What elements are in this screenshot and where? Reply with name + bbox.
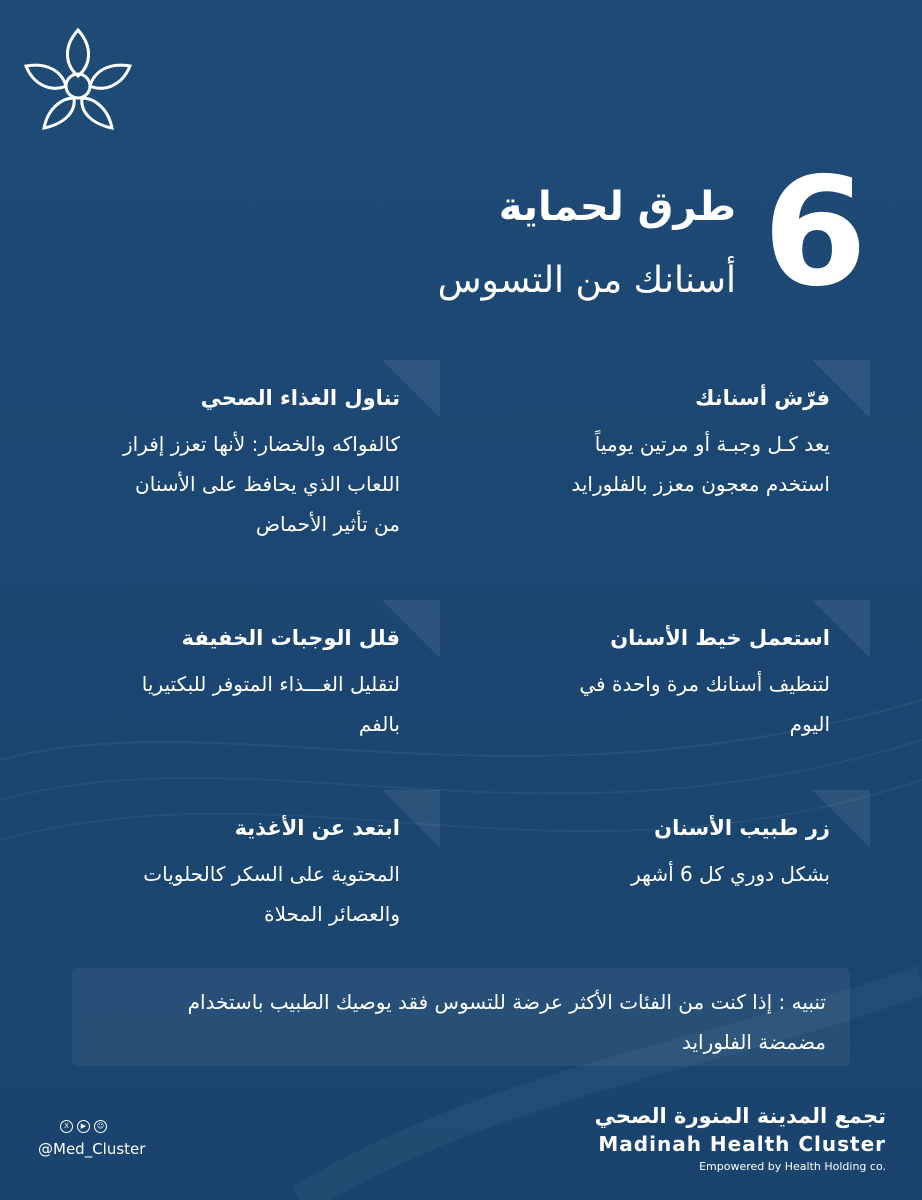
tip-line: كالفواكه والخضار: لأنها تعزز إفراز <box>122 432 400 456</box>
snapchat-icon[interactable]: ☺ <box>94 1120 107 1133</box>
tip-card-brush <box>460 386 830 504</box>
tip-heading: زر طبيب الأسنان <box>654 816 830 840</box>
card-corner-accent <box>382 790 440 848</box>
tip-line: يعد كـل وجبـة أو مرتين يومياً <box>594 432 830 456</box>
tip-line: لتنظيف أسنانك مرة واحدة في <box>579 672 830 696</box>
tip-line: المحتوية على السكر كالحلويات <box>143 862 400 886</box>
tip-line: اللعاب الذي يحافظ على الأسنان <box>135 472 400 496</box>
tip-heading: قلل الوجبات الخفيفة <box>181 626 400 650</box>
warning-note <box>72 968 850 1066</box>
youtube-icon[interactable]: ▶ <box>77 1120 90 1133</box>
brand-name-arabic: تجمع المدينة المنورة الصحي <box>594 1104 886 1128</box>
x-icon[interactable]: X <box>60 1120 73 1133</box>
tip-card-sugar <box>30 816 400 934</box>
tip-line: اليوم <box>789 712 830 736</box>
social-icons <box>60 1120 107 1133</box>
tip-line: بالفم <box>358 712 400 736</box>
card-corner-accent <box>812 790 870 848</box>
tip-card-dentist <box>460 816 830 894</box>
tip-line: بشكل دوري كل 6 أشهر <box>631 862 830 886</box>
brand-tagline: Empowered by Health Holding co. <box>699 1160 886 1173</box>
social-handle[interactable]: @Med_Cluster <box>38 1140 146 1158</box>
card-corner-accent <box>812 600 870 658</box>
tip-heading: ابتعد عن الأغذية <box>234 816 400 840</box>
tip-line: والعصائر المحلاة <box>264 902 400 926</box>
tip-heading: استعمل خيط الأسنان <box>610 626 830 650</box>
title-number: 6 <box>762 146 868 320</box>
title-line-1: طرق لحماية <box>498 184 736 230</box>
note-line: تنبيه : إذا كنت من الفئات الأكثر عرضة للتسوس فقد يوصيك الطبيب باستخدام <box>187 990 826 1014</box>
tip-line: استخدم معجون معزز بالفلورايد <box>571 472 830 496</box>
brand-name-english: Madinah Health Cluster <box>598 1132 886 1156</box>
tip-heading: فرّش أسنانك <box>695 386 830 410</box>
tip-line: لتقليل الغـــذاء المتوفر للبكتيريا <box>141 672 400 696</box>
note-line: مضمضة الفلورايد <box>681 1030 826 1054</box>
tip-line: من تأثير الأحماض <box>255 512 400 536</box>
title-line-2: أسنانك من التسوس <box>437 260 736 301</box>
cluster-logo <box>22 26 134 132</box>
card-corner-accent <box>812 360 870 418</box>
tip-card-snacks <box>30 626 400 744</box>
tip-card-healthy-food <box>30 386 400 544</box>
tip-card-floss <box>460 626 830 744</box>
card-corner-accent <box>382 360 440 418</box>
tip-heading: تناول الغذاء الصحي <box>200 386 400 410</box>
card-corner-accent <box>382 600 440 658</box>
